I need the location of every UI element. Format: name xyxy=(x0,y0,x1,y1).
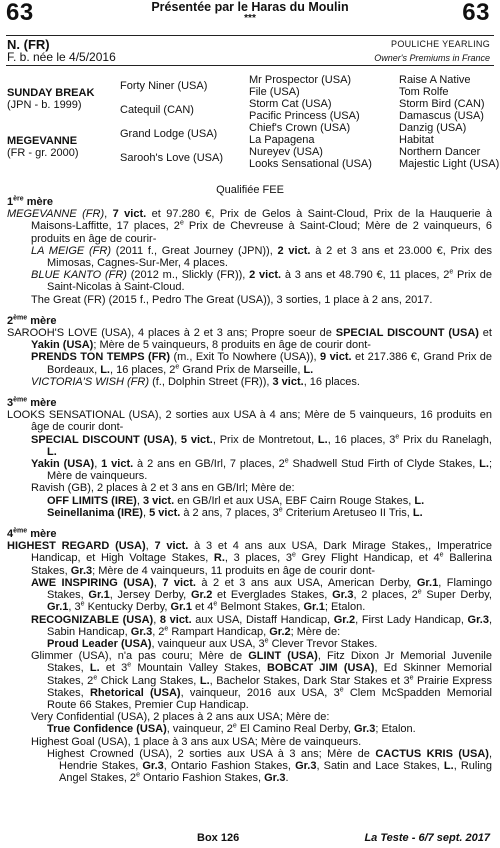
paragraph: Very Confidential (USA), 2 places à 2 ans aux USA; Mère de: xyxy=(31,711,330,724)
lot-number-right: 63 xyxy=(462,0,490,26)
sire-name: SUNDAY BREAK xyxy=(7,87,95,99)
ped-gen3: Storm Cat (USA) xyxy=(249,98,332,110)
premium-note: Owner's Premiums in France xyxy=(374,53,490,63)
horse-name: N. (FR) xyxy=(7,37,50,52)
paragraph: Highest Crowned (USA), 2 sorties aux USA à 3 ans; Mère de CACTUS KRIS (USA), Hendrie Stakes, Gr.3, Ontario Fashion Stakes, Gr.3, Satin and Lace Stakes, L., Ruling Angel Stakes, 2e Ontario Fashion Stakes, Gr.3. xyxy=(47,747,493,785)
horse-birth: F. b. née le 4/5/2016 xyxy=(7,50,116,64)
ped-gen3: La Papagena xyxy=(249,134,315,146)
ped-gen3: Pacific Princess (USA) xyxy=(249,110,360,122)
section-heading: 1ère mère xyxy=(7,195,53,208)
divider xyxy=(6,65,494,66)
ped-gen4: Habitat xyxy=(399,134,434,146)
paragraph: SPECIAL DISCOUNT (USA), 5 vict., Prix de Montretout, L., 16 places, 3e Prix du Ranelagh, L. xyxy=(31,433,492,458)
ped-gen3: File (USA) xyxy=(249,86,300,98)
paragraph: VICTORIA'S WISH (FR) (f., Dolphin Street (FR)), 3 vict., 16 places. xyxy=(31,375,360,388)
section-heading: 4ème mère xyxy=(7,527,57,541)
consignor-title: Présentée par le Haras du Moulin xyxy=(151,0,349,14)
paragraph: Yakin (USA), 1 vict. à 2 ans en GB/Irl, 7 places, 2e Shadwell Stud Firth of Clyde Stakes, L.; Mère de vainqueurs. xyxy=(31,457,492,483)
qualification: Qualifiée FEE xyxy=(216,184,284,196)
sire-info: (JPN - b. 1999) xyxy=(7,99,82,111)
ped-gen4: Raise A Native xyxy=(399,74,471,86)
paragraph: OFF LIMITS (IRE), 3 vict. en GB/Irl et aux USA, EBF Cairn Rouge Stakes, L. xyxy=(47,494,425,507)
paragraph: RECOGNIZABLE (USA), 8 vict. aux USA, Distaff Handicap, Gr.2, First Lady Handicap, Gr.3, Sabin Handicap, Gr.3, 2e Rampart Handicap, Gr.2; Mère de: xyxy=(31,613,492,638)
dam-info: (FR - gr. 2000) xyxy=(7,147,79,159)
paragraph: AWE INSPIRING (USA), 7 vict. à 2 et 3 ans aux USA, American Derby, Gr.1, Flamingo Stakes, Gr.1, Jersey Derby, Gr.2 et Everglades Stakes, Gr.3, 2 places, 2e Super Derby, Gr.1, 3e Kentucky Derby, Gr.1 et 4e Belmont Stakes, Gr.1; Etalon. xyxy=(31,576,493,614)
paragraph: SAROOH'S LOVE (USA), 4 places à 2 et 3 ans; Propre soeur de SPECIAL DISCOUNT (USA) et Yakin (USA); Mère de 5 vainqueurs, 8 produits en âge de courir dont- xyxy=(7,327,492,352)
ped-gen3: Looks Sensational (USA) xyxy=(249,158,372,170)
ped-gen4: Danzig (USA) xyxy=(399,122,467,134)
ped-gen4: Storm Bird (CAN) xyxy=(399,98,485,110)
ped-gen2: Sarooh's Love (USA) xyxy=(120,152,223,164)
paragraph: HIGHEST REGARD (USA), 7 vict. à 3 et 4 ans aux USA, Dark Mirage Stakes,, Imperatrice Handicap, et High Voltage Stakes, R., 3 places, 3e Grey Flight Handicap, et 4e Ballerina Stakes, Gr.3; Mère de 4 vainqueurs, 11 produits en âge de courir dont- xyxy=(7,540,493,577)
ped-gen4: Damascus (USA) xyxy=(399,110,484,122)
ped-gen3: Chief's Crown (USA) xyxy=(249,122,351,134)
paragraph: Ravish (GB), 2 places à 2 et 3 ans en GB/Irl; Mère de: xyxy=(31,482,295,495)
paragraph: PRENDS TON TEMPS (FR) (m., Exit To Nowhere (USA)), 9 vict. et 217.386 €, Grand Prix de Bordeaux, L., 16 places, 2e Grand Prix de Marseille, L. xyxy=(31,351,493,376)
paragraph: Seinellanima (IRE), 5 vict. à 2 ans, 7 places, 3e Criterium Aretuseo II Tris, L. xyxy=(47,506,423,519)
paragraph: Highest Goal (USA), 1 place à 3 ans aux USA; Mère de vainqueurs. xyxy=(31,735,362,748)
sale-info: La Teste - 6/7 sept. 2017 xyxy=(364,832,490,844)
section-heading: 2ème mère xyxy=(7,314,57,327)
ped-gen2: Grand Lodge (USA) xyxy=(120,128,218,140)
paragraph: True Confidence (USA), vainqueur, 2e El Camino Real Derby, Gr.3; Etalon. xyxy=(47,722,416,736)
produce-record xyxy=(7,196,492,784)
ped-gen2: Forty Niner (USA) xyxy=(120,80,208,92)
paragraph: LA MEIGE (FR) (2011 f., Great Journey (JPN)), 2 vict. à 2 et 3 ans et 23.000 €, Prix des Mimosas, Cagnes-Sur-Mer, 4 places. xyxy=(31,244,492,270)
lot-number-left: 63 xyxy=(6,0,34,26)
paragraph: Proud Leader (USA), vainqueur aux USA, 3e Clever Trevor Stakes. xyxy=(47,637,378,650)
paragraph: LOOKS SENSATIONAL (USA), 2 sorties aux USA à 4 ans; Mère de 5 vainqueurs, 16 produits en âge de courir dont- xyxy=(7,409,492,434)
ped-gen4: Majestic Light (USA) xyxy=(399,158,500,170)
dam-name: MEGEVANNE xyxy=(7,135,78,147)
sex-status: POULICHE YEARLING xyxy=(391,39,490,49)
paragraph: MEGEVANNE (FR), 7 vict. et 97.280 €, Prix de Gelos à Saint-Cloud, Prix de la Hauquerie à Maisons-Laffitte, 17 places, 2e Prix de Chevreuse à Saint-Cloud; Mère de 2 vainqueurs, 6 produits en âge de courir- xyxy=(7,208,492,245)
stars: *** xyxy=(244,13,256,24)
ped-gen2: Catequil (CAN) xyxy=(120,104,194,116)
ped-gen4: Tom Rolfe xyxy=(399,86,449,98)
paragraph: BLUE KANTO (FR) (2012 m., Slickly (FR)), 2 vict. à 3 ans et 48.790 €, 11 places, 2e Prix de Saint-Nicolas à Saint-Cloud. xyxy=(31,268,493,294)
section-heading: 3ème mère xyxy=(7,396,57,410)
divider xyxy=(6,35,494,36)
paragraph: Glimmer (USA), n'a pas couru; Mère de GLINT (USA), Fitz Dixon Jr Memorial Juvenile Stakes, L. et 3e Mountain Valley Stakes, BOBCAT JIM (USA), Ed Skinner Memorial Stakes, 2e Chick Lang Stakes, L., Bachelor Stakes, Dark Star Stakes et 3e Prairie Express Stakes, Rhetorical (USA), vainqueur, 2016 aux USA, 3e Clem McSpadden Memorial Route 66 Stakes, Premier Cup Handicap. xyxy=(31,650,492,711)
paragraph: The Great (FR) (2015 f., Pedro The Great (USA)), 3 sorties, 1 place à 2 ans, 2017. xyxy=(31,293,433,306)
box-number: Box 126 xyxy=(197,832,240,844)
ped-gen3: Nureyev (USA) xyxy=(249,146,323,158)
ped-gen4: Northern Dancer xyxy=(399,146,481,158)
ped-gen3: Mr Prospector (USA) xyxy=(249,74,352,86)
